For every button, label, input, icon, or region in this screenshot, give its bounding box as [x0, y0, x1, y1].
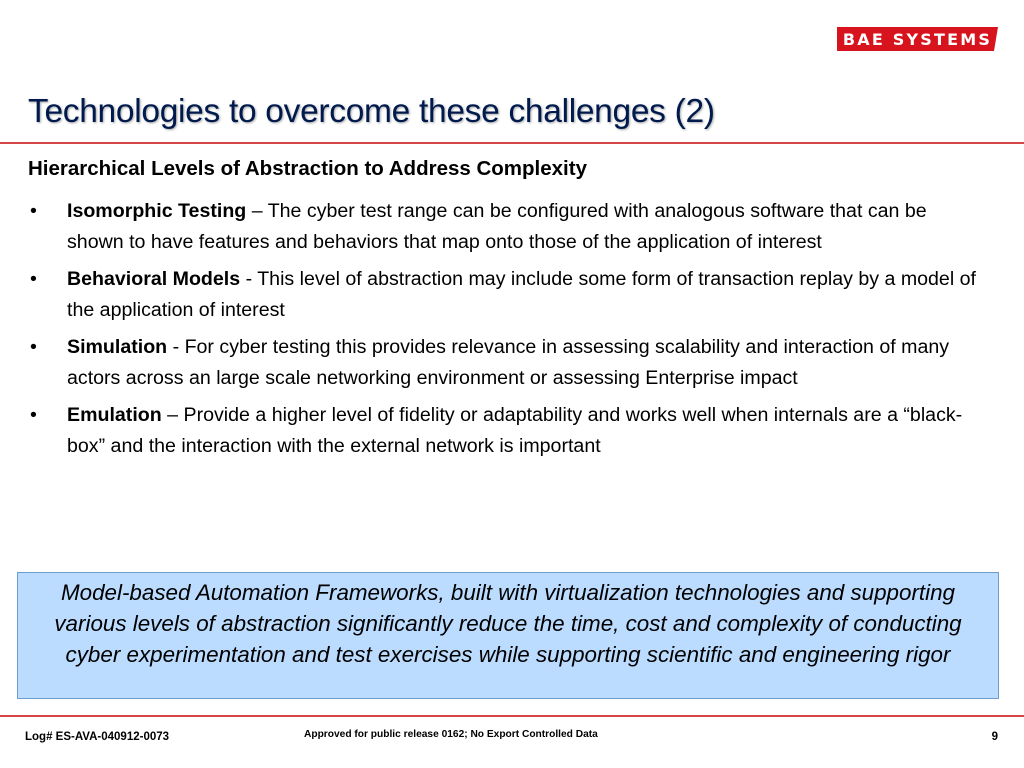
bullet-icon: •: [30, 268, 37, 290]
bullet-item: [28, 400, 978, 461]
footer-divider: [0, 715, 1024, 717]
bullet-list: [28, 196, 978, 468]
bullet-item: [28, 264, 978, 325]
bullet-term: Simulation: [67, 336, 168, 358]
bullet-text: – The cyber test range can be configured with analogous software that can be shown to have features and behaviors that map onto those of the application of interest: [67, 200, 927, 253]
bae-systems-logo: [837, 27, 998, 51]
callout-box: Model-based Automation Frameworks, built with virtualization technologies and supporting various levels of abstraction significantly reduce the time, cost and complexity of conducting cyber experimentation and test exercises while supporting scientific and engineering rigor: [17, 572, 999, 699]
bullet-icon: •: [30, 336, 37, 358]
bullet-icon: •: [30, 200, 37, 222]
release-notice: Approved for public release 0162; No Export Controlled Data: [304, 729, 598, 740]
bullet-text: - This level of abstraction may include some form of transaction replay by a model of the application of interest: [67, 268, 976, 321]
bullet-text: - For cyber testing this provides relevance in assessing scalability and interaction of many actors across an large scale networking environment or assessing Enterprise impact: [67, 336, 950, 389]
bullet-item: [28, 196, 978, 257]
bullet-term: Behavioral Models: [67, 268, 241, 290]
bullet-term: Isomorphic Testing: [67, 200, 247, 222]
section-heading: Hierarchical Levels of Abstraction to Address Complexity: [28, 157, 587, 180]
logo-text: BAE SYSTEMS: [842, 29, 993, 49]
slide-title: Technologies to overcome these challenges (2): [28, 93, 715, 130]
bullet-term: Emulation: [67, 404, 162, 426]
bullet-text: – Provide a higher level of fidelity or adaptability and works well when internals are a “black-box” and the interaction with the external network is important: [67, 404, 963, 457]
page-number: 9: [991, 731, 998, 743]
title-divider: [0, 142, 1024, 144]
bullet-item: [28, 332, 978, 393]
bullet-icon: •: [30, 404, 37, 426]
log-number: Log# ES-AVA-040912-0073: [25, 731, 170, 743]
